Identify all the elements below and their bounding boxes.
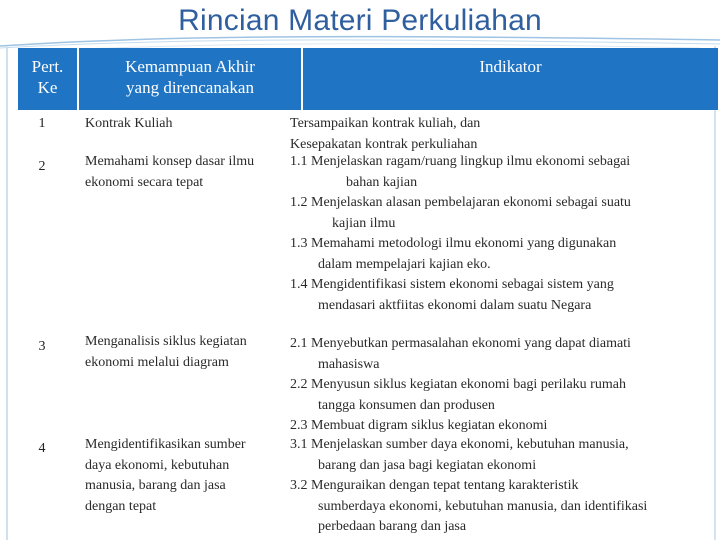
row-1-number: 1 <box>38 116 46 131</box>
header-pert-line1: Pert. <box>31 57 64 76</box>
row-1-indikator-line: Kesepakatan kontrak perkuliahan <box>290 136 478 152</box>
row-2-kemampuan-line: ekonomi secara tepat <box>85 174 204 190</box>
row-4-number: 4 <box>38 441 46 456</box>
row-2-indikator-line: kajian ilmu <box>332 215 396 231</box>
row-1-indikator <box>288 114 718 155</box>
row-4-kemampuan-line: manusia, barang dan jasa <box>85 478 226 493</box>
header-kemampuan-line2: yang direncanakan <box>126 78 254 97</box>
row-4-kemampuan-line: dengan tepat <box>85 498 157 514</box>
header-pert-ke <box>18 48 77 110</box>
row-4-indikator <box>290 435 718 538</box>
row-3-kemampuan-line: ekonomi melalui diagram <box>85 354 229 370</box>
row-3-number: 3 <box>38 339 46 354</box>
row-2-indikator-line: mendasari aktfiitas ekonomi dalam suatu Negara <box>318 297 592 313</box>
row-2-indikator-line: 1.3 Memahami metodologi ilmu ekonomi yang digunakan <box>290 236 617 251</box>
row-4-indikator-line: perbedaan barang dan jasa <box>318 519 467 534</box>
row-2-indikator-line: 1.4 Mengidentifikasi sistem ekonomi sebagai sistem yang <box>290 277 614 292</box>
row-2-kemampuan-line: Memahami konsep dasar ilmu <box>85 154 255 169</box>
left-border-line <box>6 46 8 540</box>
row-4-indikator-line: 3.2 Menguraikan dengan tepat tentang karakteristik <box>290 478 579 493</box>
row-2-indikator-line: 1.1 Menjelaskan ragam/ruang lingkup ilmu ekonomi sebagai <box>290 154 631 169</box>
row-1-kemampuan-line: Kontrak Kuliah <box>85 116 173 131</box>
row-3-kemampuan <box>85 332 300 373</box>
row-2-indikator-line: bahan kajian <box>346 174 418 190</box>
row-2-indikator <box>290 152 718 316</box>
row-2-kemampuan <box>85 152 300 193</box>
row-3-kemampuan-line: Menganalisis siklus kegiatan <box>85 334 247 349</box>
row-3-indikator-line: 2.1 Menyebutkan permasalahan ekonomi yang dapat diamati <box>290 336 631 351</box>
row-2-indikator-line: dalam mempelajari kajian eko. <box>318 256 491 272</box>
row-2-number: 2 <box>38 159 46 174</box>
row-4-indikator-line: barang dan jasa bagi kegiatan ekonomi <box>318 457 537 473</box>
row-1-kemampuan <box>85 114 300 135</box>
row-1-indikator-line: Tersampaikan kontrak kuliah, dan <box>290 116 481 131</box>
page-title: Rincian Materi Perkuliahan <box>178 4 542 37</box>
header-kemampuan-line1: Kemampuan Akhir <box>125 57 255 76</box>
header-indikator-label: Indikator <box>479 57 542 76</box>
row-4-indikator-line: 3.1 Menjelaskan sumber daya ekonomi, kebutuhan manusia, <box>290 437 629 452</box>
row-4-kemampuan-line: Mengidentifikasikan sumber <box>85 437 246 452</box>
row-2-indikator-line: 1.2 Menjelaskan alasan pembelajaran ekonomi sebagai suatu <box>290 195 631 210</box>
row-3-indikator <box>290 334 718 437</box>
header-pert-line2: Ke <box>37 78 58 97</box>
header-kemampuan <box>79 48 301 110</box>
row-3-indikator-line: 2.2 Menyusun siklus kegiatan ekonomi bagi perilaku rumah <box>290 377 626 392</box>
row-3-indikator-line: tangga konsumen dan produsen <box>318 397 495 413</box>
row-4-kemampuan <box>85 435 300 517</box>
header-indikator <box>303 48 718 110</box>
row-4-indikator-line: sumberdaya ekonomi, kebutuhan manusia, dan identifikasi <box>318 498 648 514</box>
row-3-indikator-line: 2.3 Membuat digram siklus kegiatan ekonomi <box>290 418 548 433</box>
row-4-kemampuan-line: daya ekonomi, kebutuhan <box>85 457 230 473</box>
row-3-indikator-line: mahasiswa <box>318 356 380 372</box>
table-header <box>18 48 718 110</box>
